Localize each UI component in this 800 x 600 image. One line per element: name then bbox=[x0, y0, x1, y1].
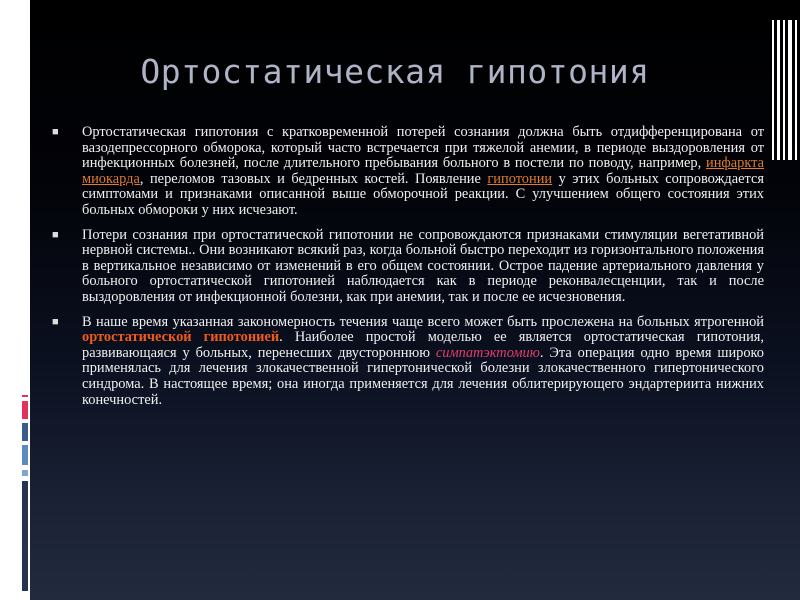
paragraph-text: у этих больных сопровождается симптомами и признаками описанной выше обморочной реакции. С улучшением общего состояния этих больных обмороки у них исчезают. bbox=[82, 170, 764, 218]
paragraph-text: В наше время указанная закономерность течения чаще всего может быть прослежена на больных ятрогенной bbox=[82, 313, 764, 330]
paragraph-text: . Наиболее простой моделью ее является ортостатическая гипотония, развивающаяся у больных, перенесших двустороннюю bbox=[82, 329, 765, 361]
paragraph-text: . Эта операция одно время широко применялась для лечения злокачественной гипертонической болезни злокачественного гипертонического синдрома. В настоящее время; она иногда применяется для лечения облитерирующего эндартериита нижних конечностей. bbox=[82, 344, 764, 408]
paragraph-text: Потери сознания при ортостатической гипотонии не сопровождаются признаками стимуляции вегетативной нервной системы.. Они возникают всякий раз, когда больной быстро переходит из горизонтального положения в вертикальное независимо от изменений в его общем состоянии. Острое падение артериального давления у больного ортостатической гипотонией наблюдается как в периоде реконвалесценции, так и после выздоровления от инфекционной болезни, как при анемии, так и после ее исчезновения. bbox=[82, 226, 764, 305]
decorative-stripes-top bbox=[770, 20, 800, 160]
bullet-icon: ■ bbox=[52, 228, 59, 241]
slide bbox=[30, 0, 800, 600]
slide-content bbox=[50, 125, 764, 417]
hyperlink[interactable]: инфаркта миокарда bbox=[82, 155, 764, 187]
bullet-icon: ■ bbox=[52, 315, 59, 328]
bullet-paragraph bbox=[50, 125, 764, 219]
slide-title: Ортостатическая гипотония bbox=[140, 52, 650, 91]
hyperlink[interactable]: гипотонии bbox=[487, 170, 553, 187]
bullet-paragraph bbox=[50, 228, 764, 306]
emphasis-text: ортостатической гипотонией bbox=[82, 329, 280, 346]
emphasis-text: симпатэктомию bbox=[435, 344, 540, 361]
bullet-icon: ■ bbox=[52, 126, 59, 138]
bullet-paragraph bbox=[50, 315, 764, 409]
paragraph-text: Ортостатическая гипотония с кратковременной потерей сознания должна быть отдифференцирована от вазодепрессорного обморока, который часто встречается при тяжелой анемии, в периоде выздоровления от инфекционных болезней, после длительного пребывания больного в постели по поводу, например, bbox=[82, 124, 764, 172]
paragraph-text: , переломов тазовых и бедренных костей. Появление bbox=[139, 170, 488, 187]
decorative-marks-left-overlay bbox=[20, 395, 30, 600]
